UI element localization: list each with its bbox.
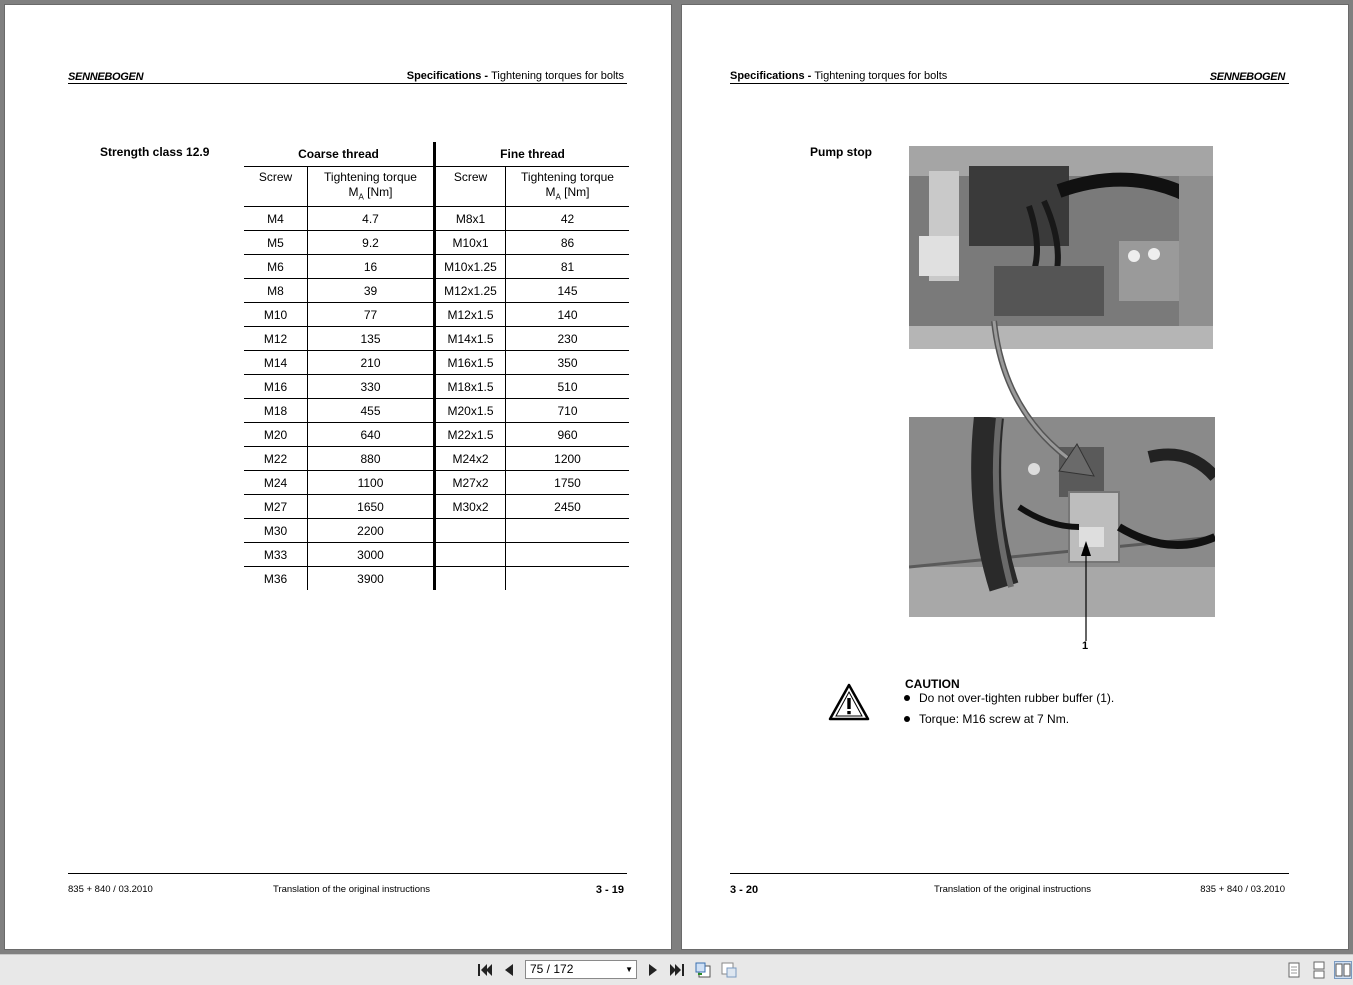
fine-screw-cell: M8x1 — [435, 207, 506, 231]
fine-torque-cell: 960 — [506, 423, 630, 447]
coarse-screw-cell: M4 — [244, 207, 308, 231]
footer-doc-id: 835 + 840 / 03.2010 — [1200, 884, 1285, 895]
coarse-screw-cell: M24 — [244, 471, 308, 495]
callout-arrows — [909, 146, 1219, 676]
fine-torque-cell: 145 — [506, 279, 630, 303]
coarse-torque-cell: 39 — [308, 279, 435, 303]
table-row — [244, 327, 629, 351]
fine-torque-cell: 2450 — [506, 495, 630, 519]
coarse-torque-cell: 640 — [308, 423, 435, 447]
sennebogen-logo: SENNEBOGEN — [1209, 71, 1285, 83]
header-rest-part: Tightening torques for bolts — [491, 70, 624, 82]
coarse-torque-cell: 1650 — [308, 495, 435, 519]
coarse-screw-cell: M12 — [244, 327, 308, 351]
table-row — [244, 567, 629, 591]
fine-torque-cell — [506, 543, 630, 567]
torque-table — [244, 142, 629, 590]
last-page-icon[interactable] — [668, 961, 686, 979]
facing-pages-icon[interactable] — [1334, 961, 1352, 979]
prev-page-icon[interactable] — [500, 961, 518, 979]
coarse-torque-cell: 2200 — [308, 519, 435, 543]
table-row — [244, 495, 629, 519]
caution-item-text: Do not over-tighten rubber buffer (1). — [919, 691, 1115, 705]
header-rule — [730, 83, 1289, 84]
coarse-screw-col-header: Screw — [244, 167, 308, 207]
table-row — [244, 231, 629, 255]
fine-screw-cell: M10x1 — [435, 231, 506, 255]
strength-class-label: Strength class 12.9 — [100, 145, 210, 159]
chevron-down-icon: ▼ — [625, 965, 633, 974]
table-row — [244, 375, 629, 399]
coarse-screw-cell: M22 — [244, 447, 308, 471]
table-row — [244, 423, 629, 447]
coarse-screw-cell: M14 — [244, 351, 308, 375]
coarse-torque-col-header — [308, 167, 435, 207]
footer-rule — [68, 873, 627, 874]
table-row — [244, 447, 629, 471]
coarse-torque-cell: 210 — [308, 351, 435, 375]
fine-screw-cell: M22x1.5 — [435, 423, 506, 447]
torque-label-unit: [Nm] — [560, 185, 590, 199]
coarse-torque-cell: 880 — [308, 447, 435, 471]
fine-torque-cell: 1200 — [506, 447, 630, 471]
fine-screw-cell — [435, 567, 506, 591]
single-page-icon[interactable] — [1285, 961, 1303, 979]
caution-item — [904, 691, 1114, 705]
viewer-toolbar — [0, 954, 1353, 985]
torque-label-unit: [Nm] — [363, 185, 393, 199]
coarse-screw-cell: M36 — [244, 567, 308, 591]
fine-torque-cell: 42 — [506, 207, 630, 231]
coarse-screw-cell: M33 — [244, 543, 308, 567]
coarse-screw-cell: M18 — [244, 399, 308, 423]
torque-label-sub: A — [555, 192, 561, 202]
coarse-screw-cell: M8 — [244, 279, 308, 303]
coarse-torque-cell: 3900 — [308, 567, 435, 591]
coarse-screw-cell: M16 — [244, 375, 308, 399]
table-row — [244, 279, 629, 303]
coarse-thread-header: Coarse thread — [244, 142, 435, 167]
fine-torque-cell: 710 — [506, 399, 630, 423]
fine-torque-cell: 1750 — [506, 471, 630, 495]
torque-label-sub: A — [358, 192, 364, 202]
table-row — [244, 255, 629, 279]
coarse-torque-cell: 135 — [308, 327, 435, 351]
torque-label-m: M — [348, 185, 359, 199]
fine-torque-cell: 86 — [506, 231, 630, 255]
torque-label-line1: Tightening torque — [521, 170, 614, 184]
page-indicator-text: 75 / 172 — [530, 962, 574, 976]
next-page-icon[interactable] — [644, 961, 662, 979]
footer-translation-note: Translation of the original instructions — [273, 884, 431, 895]
fine-screw-cell: M10x1.25 — [435, 255, 506, 279]
fine-screw-cell: M24x2 — [435, 447, 506, 471]
coarse-screw-cell: M20 — [244, 423, 308, 447]
fine-torque-cell: 510 — [506, 375, 630, 399]
page-header-title — [407, 70, 624, 82]
fine-screw-cell: M14x1.5 — [435, 327, 506, 351]
fine-torque-cell: 140 — [506, 303, 630, 327]
footer-page-number: 3 - 19 — [595, 884, 624, 896]
fine-torque-cell — [506, 519, 630, 543]
table-row — [244, 351, 629, 375]
coarse-screw-cell: M10 — [244, 303, 308, 327]
forward-view-icon[interactable] — [720, 961, 738, 979]
coarse-screw-cell: M30 — [244, 519, 308, 543]
fine-screw-cell: M16x1.5 — [435, 351, 506, 375]
fine-torque-cell: 230 — [506, 327, 630, 351]
table-row — [244, 399, 629, 423]
fine-torque-col-header — [506, 167, 630, 207]
fine-torque-cell: 350 — [506, 351, 630, 375]
fine-screw-cell: M12x1.5 — [435, 303, 506, 327]
first-page-icon[interactable] — [476, 961, 494, 979]
page-header-title — [730, 70, 947, 82]
fine-screw-cell: M12x1.25 — [435, 279, 506, 303]
caution-item-text: Torque: M16 screw at 7 Nm. — [919, 712, 1070, 726]
fine-screw-cell — [435, 519, 506, 543]
fine-screw-cell: M30x2 — [435, 495, 506, 519]
torque-table-body — [244, 207, 629, 591]
table-row — [244, 519, 629, 543]
footer-doc-id: 835 + 840 / 03.2010 — [68, 884, 153, 895]
page-number-select[interactable] — [525, 960, 637, 979]
table-row — [244, 543, 629, 567]
caution-item — [904, 712, 1069, 726]
fine-screw-col-header: Screw — [435, 167, 506, 207]
coarse-screw-cell: M5 — [244, 231, 308, 255]
coarse-torque-cell: 77 — [308, 303, 435, 327]
coarse-torque-cell: 9.2 — [308, 231, 435, 255]
footer-rule — [730, 873, 1289, 874]
header-bold-part: Specifications - — [406, 70, 492, 82]
table-row — [244, 207, 629, 231]
coarse-screw-cell: M27 — [244, 495, 308, 519]
coarse-torque-cell: 1100 — [308, 471, 435, 495]
pump-stop-label: Pump stop — [810, 145, 872, 159]
fine-screw-cell — [435, 543, 506, 567]
warning-triangle-icon — [828, 683, 870, 726]
sennebogen-logo: SENNEBOGEN — [68, 71, 144, 83]
coarse-torque-cell: 3000 — [308, 543, 435, 567]
coarse-torque-cell: 330 — [308, 375, 435, 399]
back-view-icon[interactable] — [694, 961, 712, 979]
caution-title: CAUTION — [905, 677, 960, 691]
callout-number: 1 — [1082, 640, 1089, 652]
coarse-torque-cell: 4.7 — [308, 207, 435, 231]
header-rule — [68, 83, 627, 84]
fine-screw-cell: M27x2 — [435, 471, 506, 495]
document-page-left — [4, 4, 672, 950]
header-bold-part: Specifications - — [730, 70, 815, 82]
footer-page-number: 3 - 20 — [730, 884, 759, 896]
fine-screw-cell: M18x1.5 — [435, 375, 506, 399]
torque-label-m: M — [545, 185, 556, 199]
table-row — [244, 303, 629, 327]
torque-label-line1: Tightening torque — [324, 170, 417, 184]
footer-translation-note: Translation of the original instructions — [934, 884, 1092, 895]
fine-screw-cell: M20x1.5 — [435, 399, 506, 423]
fine-torque-cell: 81 — [506, 255, 630, 279]
fine-torque-cell — [506, 567, 630, 591]
coarse-torque-cell: 16 — [308, 255, 435, 279]
coarse-torque-cell: 455 — [308, 399, 435, 423]
bullet-icon — [904, 716, 910, 722]
bullet-icon — [904, 695, 910, 701]
coarse-screw-cell: M6 — [244, 255, 308, 279]
continuous-icon[interactable] — [1310, 961, 1328, 979]
document-page-right — [681, 4, 1349, 950]
table-row — [244, 471, 629, 495]
header-rest-part: Tightening torques for bolts — [814, 70, 948, 82]
fine-thread-header: Fine thread — [435, 142, 630, 167]
